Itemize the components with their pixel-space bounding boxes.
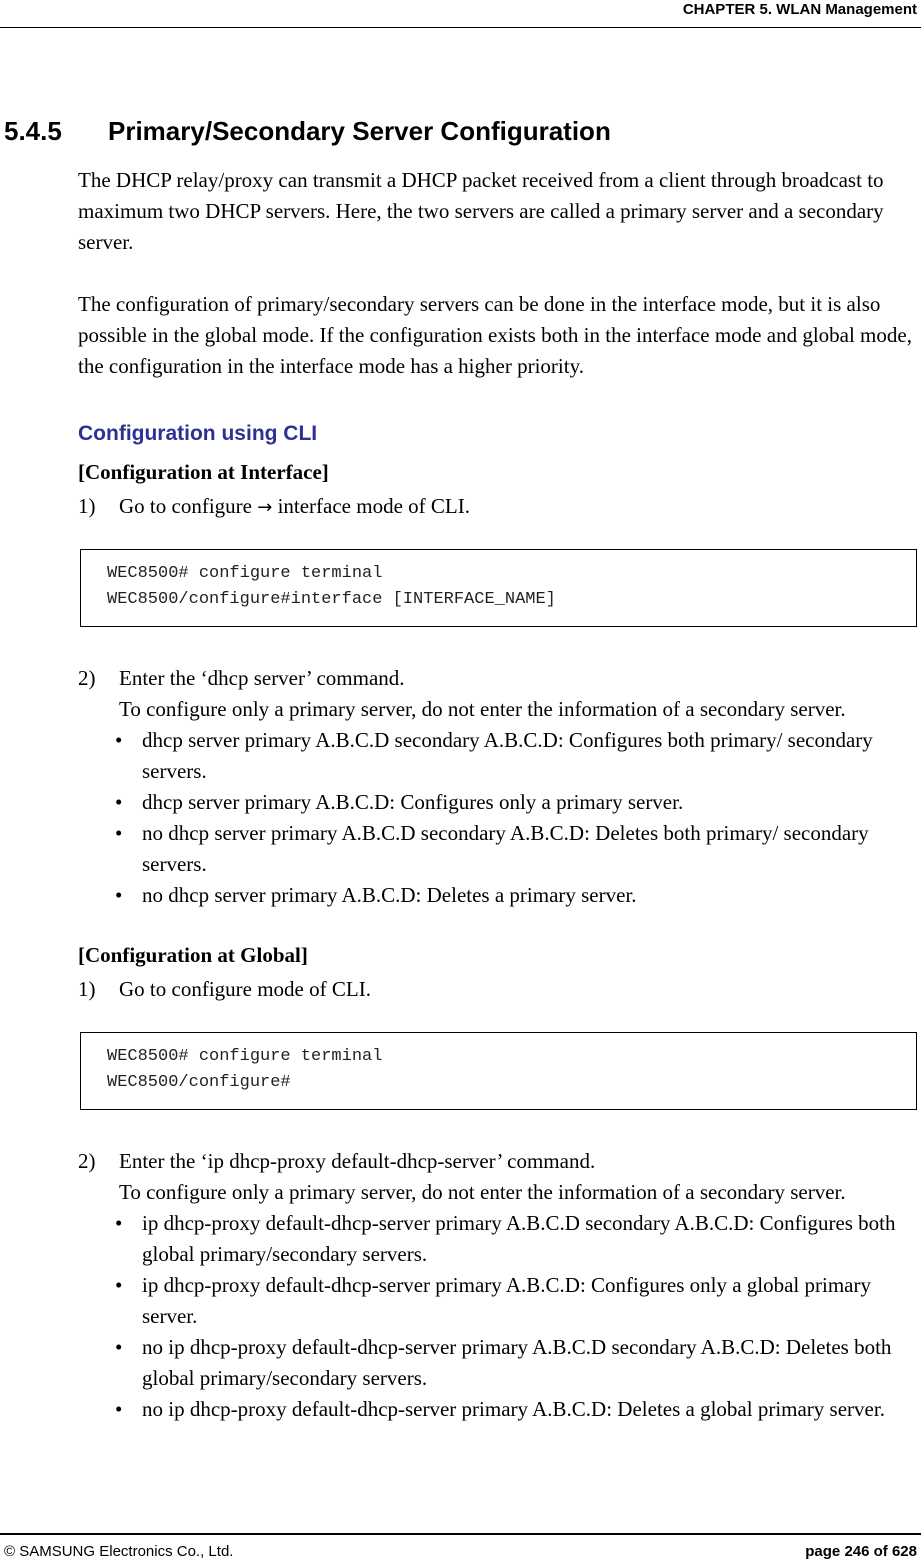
list-item: • ip dhcp-proxy default-dhcp-server primary A.B.C.D: Configures only a global primary server. bbox=[78, 1270, 921, 1332]
bullet-icon: • bbox=[115, 728, 123, 752]
list-item: • ip dhcp-proxy default-dhcp-server primary A.B.C.D secondary A.B.C.D: Configures both global primary/secondary servers. bbox=[78, 1208, 921, 1270]
bullet-icon: • bbox=[115, 821, 123, 845]
copyright: © SAMSUNG Electronics Co., Ltd. bbox=[4, 1543, 234, 1560]
bullet-icon: • bbox=[115, 1211, 123, 1235]
step-note: To configure only a primary server, do not enter the information of a secondary server. bbox=[119, 697, 846, 721]
step-text: Enter the ‘dhcp server’ command. bbox=[119, 666, 405, 690]
section-title: Primary/Secondary Server Configuration bbox=[108, 116, 611, 146]
global-bullet-list bbox=[78, 1177, 921, 1425]
interface-step-1 bbox=[78, 491, 921, 523]
list-item: • no dhcp server primary A.B.C.D secondary A.B.C.D: Deletes both primary/ secondary servers. bbox=[78, 818, 921, 880]
list-item: • no ip dhcp-proxy default-dhcp-server primary A.B.C.D: Deletes a global primary server. bbox=[78, 1394, 921, 1425]
bullet-icon: • bbox=[115, 1273, 123, 1297]
step-number: 1) bbox=[78, 977, 96, 1001]
step-text: Go to configure mode of CLI. bbox=[119, 977, 371, 1001]
intro-paragraph-1: The DHCP relay/proxy can transmit a DHCP packet received from a client through broadcast to maximum two DHCP servers. Here, the two servers are called a primary server and a secondary server. bbox=[78, 168, 884, 254]
step-text: Enter the ‘ip dhcp-proxy default-dhcp-server’ command. bbox=[119, 1149, 596, 1173]
cli-heading: Configuration using CLI bbox=[78, 422, 318, 445]
interface-code-block bbox=[80, 549, 917, 627]
step-text-cont: interface mode of CLI. bbox=[272, 494, 470, 518]
page-footer bbox=[0, 1533, 921, 1567]
step-note: To configure only a primary server, do not enter the information of a secondary server. bbox=[119, 1180, 846, 1204]
bullet-icon: • bbox=[115, 1335, 123, 1359]
page-number: page 246 of 628 bbox=[805, 1543, 917, 1560]
chapter-title: CHAPTER 5. WLAN Management bbox=[682, 1, 917, 18]
section-heading bbox=[4, 116, 611, 147]
bullet-icon: • bbox=[115, 883, 123, 907]
step-text: Go to configure bbox=[119, 494, 258, 518]
bullet-icon: • bbox=[115, 1397, 123, 1421]
arrow-right-icon: → bbox=[257, 497, 273, 518]
step-number: 2) bbox=[78, 666, 96, 690]
bullet-icon: • bbox=[115, 790, 123, 814]
step-number: 2) bbox=[78, 1149, 96, 1173]
code-line: WEC8500/configure# bbox=[107, 1073, 291, 1092]
interface-config-label: [Configuration at Interface] bbox=[78, 460, 329, 484]
list-item: • no dhcp server primary A.B.C.D: Deletes a primary server. bbox=[78, 880, 921, 911]
intro-paragraph-2: The configuration of primary/secondary servers can be done in the interface mode, but it is also possible in the global mode. If the configuration exists both in the interface mode and global mode, the configuration in the interface mode has a higher priority. bbox=[78, 292, 912, 378]
code-line: WEC8500# configure terminal bbox=[107, 564, 383, 583]
code-line: WEC8500# configure terminal bbox=[107, 1047, 383, 1066]
global-code-block bbox=[80, 1032, 917, 1110]
list-item: • no ip dhcp-proxy default-dhcp-server primary A.B.C.D secondary A.B.C.D: Deletes both global primary/secondary servers. bbox=[78, 1332, 921, 1394]
list-item: • dhcp server primary A.B.C.D: Configures only a primary server. bbox=[78, 787, 921, 818]
global-step-1 bbox=[78, 974, 921, 1005]
list-item: • dhcp server primary A.B.C.D secondary A.B.C.D: Configures both primary/ secondary servers. bbox=[78, 725, 921, 787]
section-number: 5.4.5 bbox=[4, 116, 62, 146]
step-number: 1) bbox=[78, 494, 96, 518]
code-line: WEC8500/configure#interface [INTERFACE_NAME] bbox=[107, 590, 556, 609]
global-step-2 bbox=[78, 1146, 921, 1177]
global-config-label: [Configuration at Global] bbox=[78, 943, 308, 967]
interface-step-2 bbox=[78, 663, 921, 694]
page-header bbox=[0, 0, 921, 28]
interface-bullet-list bbox=[78, 694, 921, 911]
